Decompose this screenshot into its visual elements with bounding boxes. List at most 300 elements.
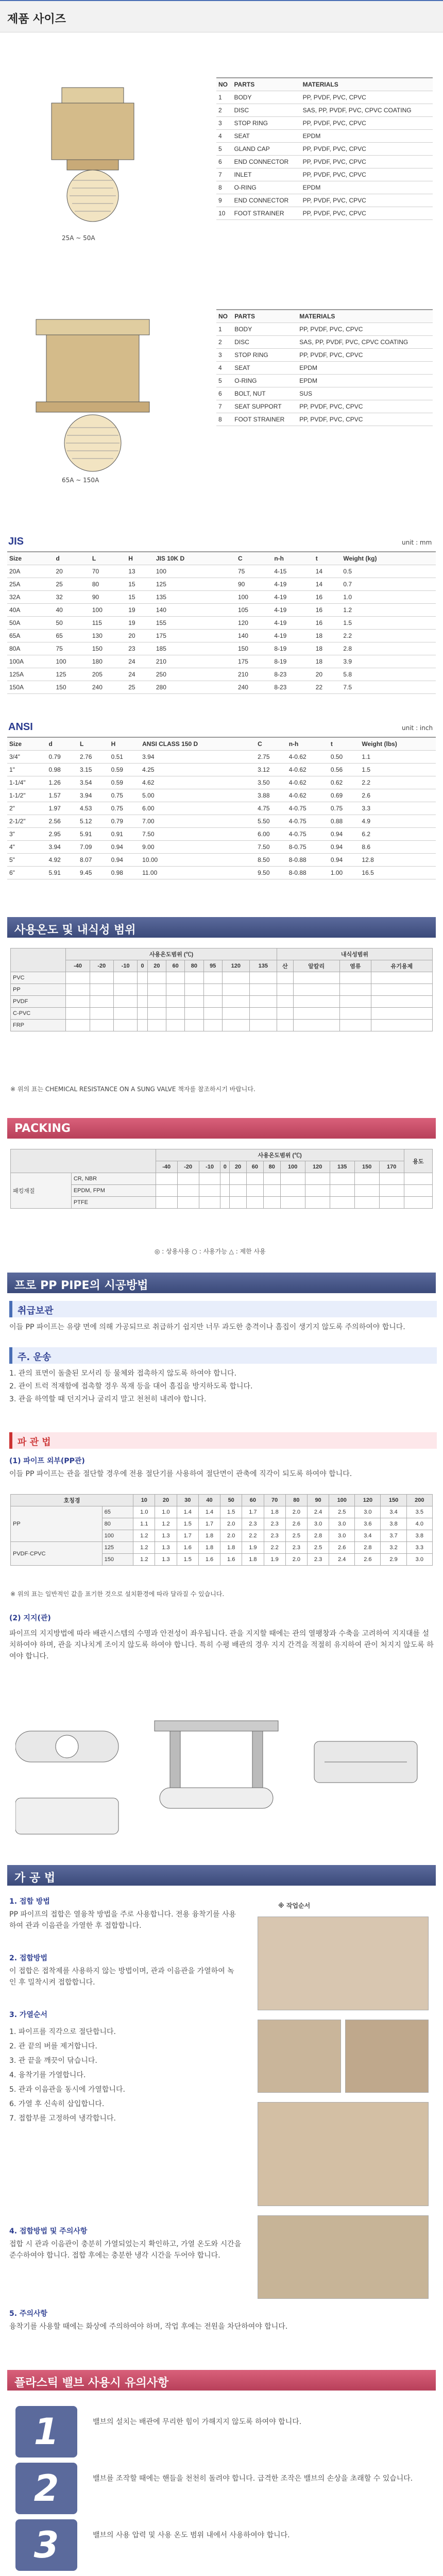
pressure-cell: 1.4 — [198, 1506, 220, 1518]
support-diagram — [15, 1710, 428, 1844]
parts2-row — [216, 362, 433, 375]
jis-cell: 250 — [154, 668, 236, 681]
jis-cell: 15 — [126, 578, 154, 591]
jis-cell: 180 — [90, 655, 126, 668]
packing-tick: 80 — [263, 1161, 280, 1173]
ansi-cell: 0.51 — [109, 751, 141, 764]
temp-material: FRP — [11, 1020, 66, 1031]
jis-cell: 4-19 — [272, 578, 313, 591]
pressure-size: 65 — [102, 1506, 133, 1518]
parts-col-parts: PARTS — [232, 78, 300, 91]
pressure-cell: 1.8 — [242, 1554, 264, 1566]
section-install-title: 프로 PP PIPE의 시공방법 — [14, 1279, 148, 1292]
packing-cell — [379, 1173, 404, 1185]
packing-material: EPDM, FPM — [71, 1185, 156, 1197]
method-sub4: 4. 접합방법 및 주의사항 — [9, 2227, 88, 2235]
jis-cell: 25A — [7, 578, 54, 591]
temp-cell — [222, 1020, 249, 1031]
pressure-row — [11, 1542, 433, 1554]
packing-cell — [305, 1197, 330, 1209]
jis-cell: 19 — [126, 617, 154, 630]
temp-cell — [113, 996, 137, 1008]
ansi-cell: 6.2 — [360, 828, 436, 841]
jis-header-cell: Size — [7, 552, 54, 565]
temp-cell — [203, 1008, 222, 1020]
ansi-cell: 6.00 — [255, 828, 287, 841]
temp-row — [11, 996, 433, 1008]
packing-corner — [11, 1149, 156, 1173]
parts2-cell: EPDM — [297, 362, 433, 375]
ansi-header-cell: ANSI CLASS 150 D — [140, 737, 255, 751]
method-sub2: 2. 접합방법 — [9, 1954, 48, 1962]
method-photo-5 — [258, 2215, 429, 2299]
packing-tick: 60 — [246, 1161, 263, 1173]
ansi-cell: 1.97 — [47, 802, 78, 815]
ansi-cell: 3.94 — [47, 841, 78, 854]
ansi-cell: 2.2 — [360, 776, 436, 789]
pressure-cell: 3.5 — [406, 1506, 432, 1518]
ansi-cell: 3.54 — [78, 776, 109, 789]
packing-material: PTFE — [71, 1197, 156, 1209]
ansi-header-cell: H — [109, 737, 141, 751]
parts2-cell: 3 — [216, 349, 232, 362]
temp-cell — [249, 984, 277, 996]
parts2-cell: DISC — [232, 336, 297, 349]
temp-cell — [339, 1008, 371, 1020]
ansi-cell: 0.69 — [329, 789, 360, 802]
pressure-table — [10, 1494, 433, 1566]
parts1-row — [216, 104, 433, 117]
temp-cell — [185, 972, 203, 984]
pressure-cell: 3.4 — [381, 1506, 406, 1518]
temp-tick: 120 — [222, 960, 249, 972]
pressure-group-pvdf: PVDF·CPVC — [11, 1542, 103, 1566]
temp-cell — [138, 996, 148, 1008]
packing-cell — [177, 1197, 199, 1209]
install-p2-1: 2. 관이 트럭 적재함에 접촉할 경우 목재 등을 대어 흠집을 방지하도록 합니다. — [9, 1382, 253, 1391]
jis-cell: 20A — [7, 565, 54, 578]
temp-cell — [166, 996, 185, 1008]
ansi-cell: 10.00 — [140, 854, 255, 867]
ansi-cell: 3.3 — [360, 802, 436, 815]
ansi-cell: 5.50 — [255, 815, 287, 828]
packing-material: CR, NBR — [71, 1173, 156, 1185]
pressure-cell: 3.3 — [406, 1542, 432, 1554]
tip-number: 2 — [15, 2463, 77, 2514]
jis-cell: 50 — [54, 617, 90, 630]
packing-cell — [354, 1173, 379, 1185]
parts2-cell: 2 — [216, 336, 232, 349]
ansi-row — [7, 751, 436, 764]
temp-corr-label: 유기용제 — [371, 960, 432, 972]
jis-cell: 105 — [236, 604, 272, 617]
packing-cell — [404, 1173, 432, 1185]
parts1-cell: DISC — [232, 104, 300, 117]
method-steps — [9, 2025, 241, 2126]
parts1-row — [216, 156, 433, 168]
pressure-cell: 2.9 — [381, 1554, 406, 1566]
parts2-cell: 6 — [216, 387, 232, 400]
packing-cell — [156, 1173, 177, 1185]
packing-cell — [330, 1185, 354, 1197]
packing-tick: 150 — [354, 1161, 379, 1173]
jis-row — [7, 668, 436, 681]
parts1-row — [216, 168, 433, 181]
jis-cell: 24 — [126, 668, 154, 681]
ansi-cell: 5.91 — [47, 867, 78, 879]
pressure-tick: 20 — [155, 1495, 177, 1506]
temp-tick: 95 — [203, 960, 222, 972]
pressure-head-row — [11, 1495, 433, 1506]
parts1-cell: EPDM — [301, 130, 433, 143]
pressure-size: 150 — [102, 1554, 133, 1566]
ansi-label: ANSI — [8, 721, 33, 733]
ansi-cell: 8.50 — [255, 854, 287, 867]
temp-cell — [90, 1020, 113, 1031]
pressure-cell: 4.0 — [406, 1518, 432, 1530]
temp-head-corr: 내식성범위 — [277, 948, 432, 960]
packing-cell — [156, 1197, 177, 1209]
ansi-cell: 0.75 — [109, 802, 141, 815]
temp-cell — [277, 972, 293, 984]
jis-header-cell: JIS 10K D — [154, 552, 236, 565]
ansi-header-cell: t — [329, 737, 360, 751]
temp-cell — [371, 984, 432, 996]
pressure-note: ※ 위의 표는 일반적인 값을 표기한 것으로 설치환경에 따라 달라질 수 있습니다. — [10, 1590, 225, 1598]
pressure-tick: 100 — [329, 1495, 355, 1506]
pressure-cell: 3.0 — [329, 1518, 355, 1530]
temp-cell — [147, 1020, 166, 1031]
temp-cell — [277, 984, 293, 996]
packing-cell — [330, 1197, 354, 1209]
parts1-cell: PP, PVDF, PVC, CPVC — [301, 207, 433, 220]
pressure-cell: 3.6 — [355, 1518, 381, 1530]
packing-cell — [280, 1173, 305, 1185]
ansi-cell: 6" — [7, 867, 47, 879]
method-photo-3 — [345, 2020, 429, 2093]
ansi-cell: 0.94 — [109, 841, 141, 854]
jis-cell: 185 — [154, 642, 236, 655]
jis-cell: 100 — [90, 604, 126, 617]
parts2-cell: 7 — [216, 400, 232, 413]
pressure-row — [11, 1506, 433, 1518]
jis-cell: 15 — [126, 591, 154, 604]
jis-cell: 65A — [7, 630, 54, 642]
tip-text: 밸브의 설치는 배관에 무리한 힘이 가해지지 않도록 하여야 합니다. — [93, 2418, 302, 2426]
pressure-tick: 50 — [220, 1495, 242, 1506]
parts1-cell: 4 — [216, 130, 232, 143]
parts2-cell: EPDM — [297, 375, 433, 387]
install-p2-0: 1. 관의 표면이 돌출된 모서리 등 물체와 접촉하지 않도록 하여야 합니다. — [9, 1369, 236, 1378]
jis-cell: 1.2 — [341, 604, 436, 617]
ansi-cell: 11.00 — [140, 867, 255, 879]
temp-material: PP — [11, 984, 66, 996]
pressure-cell: 1.0 — [155, 1506, 177, 1518]
jis-cell: 2.2 — [341, 630, 436, 642]
temp-cell — [66, 1020, 90, 1031]
jis-cell: 16 — [314, 591, 342, 604]
parts1-cell: 8 — [216, 181, 232, 194]
ansi-cell: 4.25 — [140, 764, 255, 776]
page-title: 제품 사이즈 — [7, 13, 66, 26]
temp-corr-label: 염류 — [339, 960, 371, 972]
parts2-cell: SAS, PP, PVDF, PVC, CPVC COATING — [297, 336, 433, 349]
temp-cell — [339, 996, 371, 1008]
temp-sub-row — [11, 960, 433, 972]
ansi-cell: 2.75 — [255, 751, 287, 764]
ansi-cell: 0.94 — [329, 841, 360, 854]
jis-row — [7, 604, 436, 617]
parts1-cell: 6 — [216, 156, 232, 168]
temp-cell — [166, 1020, 185, 1031]
parts1-cell: INLET — [232, 168, 300, 181]
pressure-cell: 3.0 — [355, 1506, 381, 1518]
parts2-cell: SEAT — [232, 362, 297, 375]
tip-text: 밸브의 사용 압력 및 사용 온도 범위 내에서 사용하여야 합니다. — [93, 2531, 290, 2539]
ansi-cell: 1.26 — [47, 776, 78, 789]
jis-cell: 100A — [7, 655, 54, 668]
temp-row — [11, 1008, 433, 1020]
pressure-cell: 1.0 — [133, 1506, 155, 1518]
install-sub1: 취급보관 — [9, 1301, 437, 1317]
packing-head-use: 용도 — [404, 1149, 432, 1173]
ansi-row — [7, 764, 436, 776]
ansi-cell: 3/4" — [7, 751, 47, 764]
pressure-cell: 1.3 — [155, 1542, 177, 1554]
jis-row — [7, 630, 436, 642]
tip-number: 3 — [15, 2519, 77, 2571]
packing-cell — [280, 1185, 305, 1197]
parts2-row — [216, 323, 433, 336]
method-p1: PP 파이프의 접합은 열융착 방법을 주로 사용합니다. 전용 융착기를 사용하여 관과 이음관을 가열한 후 접합합니다. — [9, 1910, 236, 1930]
ansi-header-cell: L — [78, 737, 109, 751]
jis-header-cell: n-h — [272, 552, 313, 565]
ansi-cell: 4-0.62 — [287, 776, 329, 789]
jis-cell: 16 — [314, 604, 342, 617]
ansi-row — [7, 802, 436, 815]
parts1-cell: PP, PVDF, PVC, CPVC — [301, 117, 433, 130]
parts1-row — [216, 91, 433, 104]
parts1-cell: 2 — [216, 104, 232, 117]
jis-cell: 14 — [314, 565, 342, 578]
temp-cell — [90, 1008, 113, 1020]
ansi-cell: 8-0.88 — [287, 867, 329, 879]
jis-cell: 3.9 — [341, 655, 436, 668]
jis-cell: 4-19 — [272, 617, 313, 630]
pressure-cell: 2.4 — [307, 1506, 329, 1518]
parts2-row — [216, 375, 433, 387]
packing-cell — [354, 1185, 379, 1197]
ansi-cell: 2" — [7, 802, 47, 815]
tip-number: 1 — [15, 2406, 77, 2458]
parts2-row — [216, 387, 433, 400]
install-sub4: (1) 파이프 외부(PP관) — [9, 1457, 85, 1465]
parts2-cell: STOP RING — [232, 349, 297, 362]
temp-row — [11, 1020, 433, 1031]
parts-col-materials: MATERIALS — [301, 78, 433, 91]
pressure-cell: 3.2 — [381, 1542, 406, 1554]
jis-cell: 175 — [236, 655, 272, 668]
ansi-cell: 4.62 — [140, 776, 255, 789]
ansi-row — [7, 867, 436, 879]
temp-head-range: 사용온도범위 (℃) — [66, 948, 277, 960]
pressure-cell: 2.8 — [355, 1542, 381, 1554]
ansi-cell: 4-0.75 — [287, 828, 329, 841]
packing-tick: 0 — [220, 1161, 230, 1173]
temp-corner — [11, 948, 66, 972]
temp-cell — [66, 1008, 90, 1020]
temp-cell — [66, 972, 90, 984]
section-packing-title: PACKING — [14, 1122, 71, 1135]
diagram-small-caption: 25A ~ 50A — [62, 234, 95, 242]
jis-cell: 115 — [90, 617, 126, 630]
pressure-cell: 2.3 — [264, 1530, 285, 1542]
jis-cell: 150 — [54, 681, 90, 694]
ansi-cell: 2-1/2" — [7, 815, 47, 828]
jis-cell: 4-15 — [272, 565, 313, 578]
section-install — [7, 1273, 436, 1293]
jis-header-cell: L — [90, 552, 126, 565]
ansi-cell: 0.56 — [329, 764, 360, 776]
parts1-cell: PP, PVDF, PVC, CPVC — [301, 194, 433, 207]
parts1-cell: SAS, PP, PVDF, PVC, CPVC COATING — [301, 104, 433, 117]
packing-row — [11, 1185, 433, 1197]
ansi-cell: 4-0.62 — [287, 789, 329, 802]
jis-row — [7, 655, 436, 668]
jis-cell: 14 — [314, 578, 342, 591]
pressure-size: 80 — [102, 1518, 133, 1530]
valve-diagram-large — [15, 309, 170, 474]
jis-row — [7, 681, 436, 694]
packing-cell — [404, 1185, 432, 1197]
pressure-cell: 1.4 — [177, 1506, 198, 1518]
parts1-row — [216, 117, 433, 130]
jis-cell: 120 — [236, 617, 272, 630]
pressure-cell: 1.1 — [133, 1518, 155, 1530]
parts2-cell: 1 — [216, 323, 232, 336]
temp-cell — [138, 1020, 148, 1031]
ansi-cell: 4-0.62 — [287, 751, 329, 764]
ansi-cell: 4-0.62 — [287, 764, 329, 776]
ansi-cell: 0.59 — [109, 776, 141, 789]
temp-cell — [147, 972, 166, 984]
pressure-tick: 30 — [177, 1495, 198, 1506]
ansi-cell: 0.98 — [109, 867, 141, 879]
ansi-header-cell: C — [255, 737, 287, 751]
ansi-cell: 1.57 — [47, 789, 78, 802]
packing-legend: ◎ : 상용사용 ○ : 사용가능 △ : 제한 사용 — [155, 1248, 266, 1255]
method-sub1: 1. 접합 방법 — [9, 1897, 50, 1906]
jis-cell: 25 — [54, 578, 90, 591]
pressure-group-pp: PP — [11, 1506, 103, 1542]
method-photo-1 — [258, 1917, 429, 2010]
temp-cell — [185, 1008, 203, 1020]
pressure-cell: 3.0 — [307, 1518, 329, 1530]
temp-cell — [339, 984, 371, 996]
packing-tick: -20 — [177, 1161, 199, 1173]
jis-cell: 19 — [126, 604, 154, 617]
install-sub2: 주. 운송 — [9, 1347, 437, 1364]
pressure-cell: 3.8 — [406, 1530, 432, 1542]
temp-cell — [113, 1020, 137, 1031]
parts2-row — [216, 400, 433, 413]
temp-cell — [277, 1020, 293, 1031]
parts2-cell: PP, PVDF, PVC, CPVC — [297, 349, 433, 362]
jis-cell: 280 — [154, 681, 236, 694]
ansi-cell: 4-0.75 — [287, 815, 329, 828]
ansi-cell: 3.50 — [255, 776, 287, 789]
jis-cell: 1.0 — [341, 591, 436, 604]
pressure-cell: 3.4 — [355, 1530, 381, 1542]
parts2-row — [216, 336, 433, 349]
jis-cell: 13 — [126, 565, 154, 578]
temp-cell — [293, 1020, 339, 1031]
jis-cell: 32A — [7, 591, 54, 604]
pressure-tick: 200 — [406, 1495, 432, 1506]
temp-cell — [249, 1008, 277, 1020]
packing-cell — [263, 1173, 280, 1185]
ansi-cell: 4.75 — [255, 802, 287, 815]
jis-cell: 155 — [154, 617, 236, 630]
parts2-cell: BOLT, NUT — [232, 387, 297, 400]
temp-tick: -40 — [66, 960, 90, 972]
method-p4: 접합 시 관과 이음관이 충분히 가열되었는지 확인하고, 가열 온도와 시간을 준수하여야 합니다. 접합 후에는 충분한 냉각 시간을 두어야 합니다. — [9, 2240, 242, 2260]
jis-cell: 4-19 — [272, 591, 313, 604]
ansi-cell: 9.00 — [140, 841, 255, 854]
ansi-cell: 2.6 — [360, 789, 436, 802]
ansi-cell: 3.12 — [255, 764, 287, 776]
pressure-cell: 1.5 — [177, 1554, 198, 1566]
temp-row — [11, 972, 433, 984]
pressure-cell: 2.0 — [220, 1530, 242, 1542]
ansi-cell: 0.94 — [329, 828, 360, 841]
temp-cell — [371, 996, 432, 1008]
ansi-table — [7, 737, 436, 879]
jis-cell: 140 — [236, 630, 272, 642]
parts1-cell: END CONNECTOR — [232, 194, 300, 207]
parts2-cell: SEAT SUPPORT — [232, 400, 297, 413]
pressure-cell: 2.3 — [264, 1518, 285, 1530]
jis-cell: 22 — [314, 681, 342, 694]
jis-cell: 205 — [90, 668, 126, 681]
temp-material: PVC — [11, 972, 66, 984]
method-photo-caption: ※ 작업순서 — [278, 1902, 311, 1909]
ansi-cell: 9.45 — [78, 867, 109, 879]
parts1-cell: PP, PVDF, PVC, CPVC — [301, 156, 433, 168]
install-p2-2: 3. 관을 하역할 때 던지거나 굴리지 말고 천천히 내려야 합니다. — [9, 1395, 207, 1403]
ansi-cell: 0.59 — [109, 764, 141, 776]
temp-cell — [166, 1008, 185, 1020]
section-method — [7, 1865, 436, 1886]
jis-cell: 65 — [54, 630, 90, 642]
parts1-cell: EPDM — [301, 181, 433, 194]
temp-head-row — [11, 948, 433, 960]
pressure-tick: 80 — [285, 1495, 307, 1506]
temp-cell — [277, 996, 293, 1008]
install-sub5: (2) 지지(관) — [9, 1614, 51, 1622]
ansi-cell: 5.00 — [140, 789, 255, 802]
jis-row — [7, 642, 436, 655]
jis-cell: 40A — [7, 604, 54, 617]
temp-cell — [222, 996, 249, 1008]
pressure-cell: 3.7 — [381, 1530, 406, 1542]
packing-tick: 135 — [330, 1161, 354, 1173]
jis-cell: 80A — [7, 642, 54, 655]
ansi-row — [7, 841, 436, 854]
ansi-header-cell: Weight (lbs) — [360, 737, 436, 751]
packing-cell — [280, 1197, 305, 1209]
ansi-cell: 8.07 — [78, 854, 109, 867]
